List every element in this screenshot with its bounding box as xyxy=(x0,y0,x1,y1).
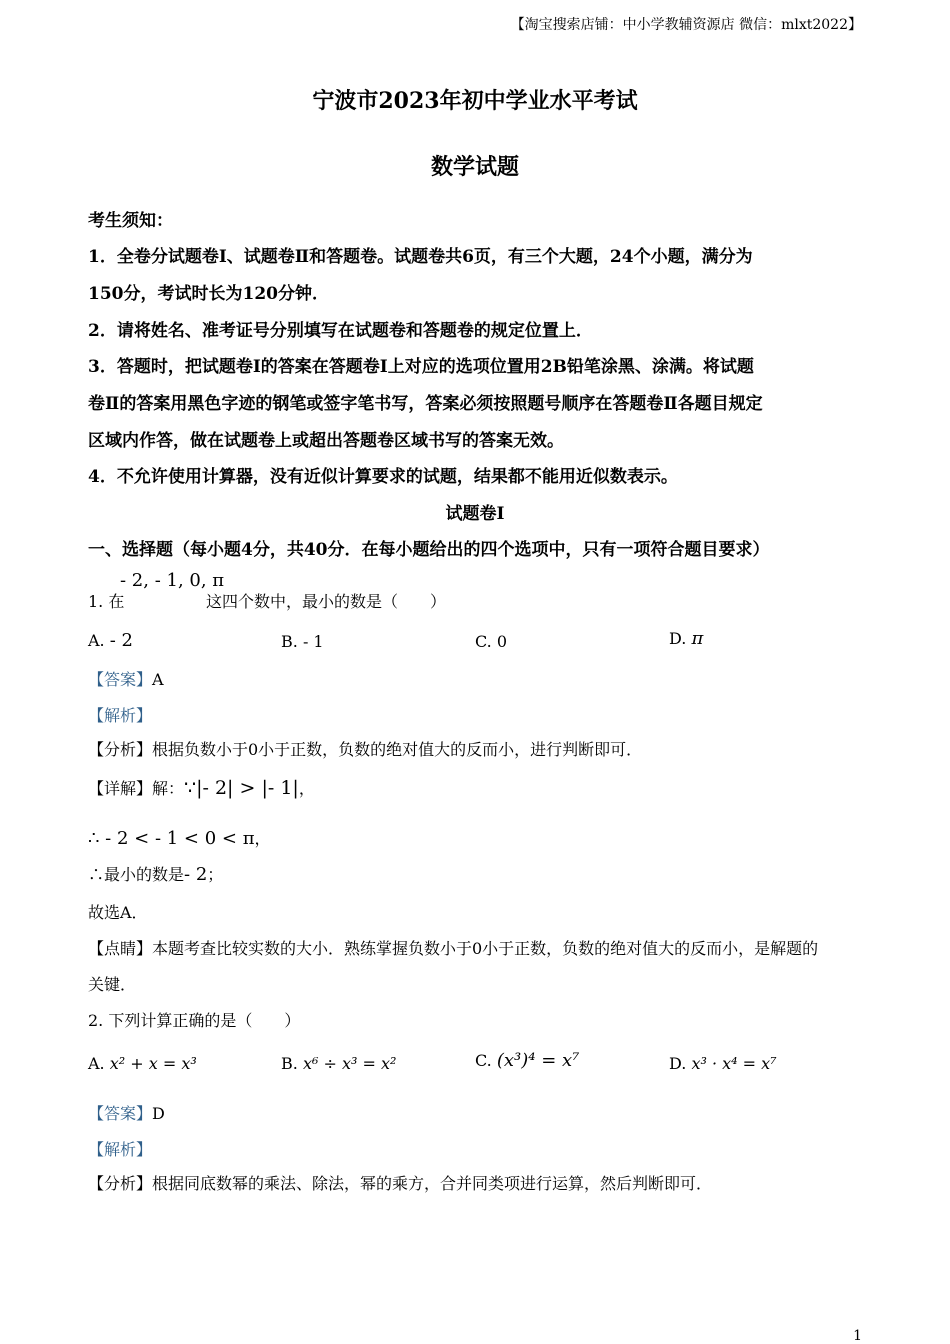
notice-line: 2．请将姓名、准考证号分别填写在试题卷和答题卷的规定位置上． xyxy=(88,321,593,341)
option-label: A. xyxy=(88,631,110,650)
q2-fenxi: 【分析】根据同底数幂的乘法、除法，幂的乘方，合并同类项进行运算，然后判断即可． xyxy=(88,1174,713,1193)
option-label: C. xyxy=(475,1051,497,1070)
q2-stem: 2. 下列计算正确的是（ ） xyxy=(88,1011,301,1030)
q1-option-d xyxy=(669,628,703,649)
q1-option-a xyxy=(88,630,133,651)
step2-math: - 2 xyxy=(184,864,208,885)
q1-dianjing: 【点睛】本题考查比较实数的大小．熟练掌握负数小于0小于正数，负数的绝对值大的反而小，是解题的 xyxy=(88,939,819,958)
q1-step2 xyxy=(88,862,223,885)
header-note: 【淘宝搜索店铺：中小学教辅资源店 微信：mlxt2022】 xyxy=(510,17,862,33)
q1-prefix: 1. 在 xyxy=(88,592,125,611)
option-label: A. xyxy=(88,1054,110,1073)
step1-end: ， xyxy=(254,829,271,848)
q1-math-set: - 2, - 1, 0, π xyxy=(120,570,225,591)
q2-analysis-tag: 【解析】 xyxy=(88,1140,153,1159)
q1-choose: 故选A． xyxy=(88,903,148,922)
answer-tag: 【答案】 xyxy=(88,670,153,689)
option-value: x⁶ ÷ x³ = x² xyxy=(302,1054,397,1073)
q2-option-d xyxy=(669,1054,777,1073)
option-value: x² + x = x³ xyxy=(109,1054,197,1073)
option-value: - 1 xyxy=(302,632,324,651)
step2-prefix: ∴最小的数是 xyxy=(88,865,185,884)
exam-subtitle: 数学试题 xyxy=(430,154,519,180)
q1-analysis-tag: 【解析】 xyxy=(88,706,153,725)
exam-title: 宁波市2023年初中学业水平考试 xyxy=(312,88,638,114)
q1-fenxi: 【分析】根据负数小于0小于正数，负数的绝对值大的反而小，进行判断即可． xyxy=(88,740,643,759)
step1-math: ∴ - 2 < - 1 < 0 < π xyxy=(88,828,255,849)
q2-option-b xyxy=(281,1054,396,1073)
answer-value: D xyxy=(152,1104,165,1123)
option-label: D. xyxy=(669,629,692,648)
q2-option-c xyxy=(475,1050,579,1071)
q1-answer xyxy=(88,667,164,690)
notice-line: 150分，考试时长为120分钟． xyxy=(88,284,329,304)
notice-line: 区域内作答，做在试题卷上或超出答题卷区域书写的答案无效。 xyxy=(88,431,564,451)
q2-answer xyxy=(88,1101,165,1124)
option-value: x³ · x⁴ = x⁷ xyxy=(691,1054,777,1073)
option-label: B. xyxy=(281,1054,303,1073)
q1-detail xyxy=(88,776,315,799)
q1-step1 xyxy=(88,826,271,849)
q1-option-c xyxy=(475,632,507,651)
q2-option-a xyxy=(88,1054,197,1073)
section-title: 试题卷Ⅰ xyxy=(445,504,505,524)
page-number: 1 xyxy=(853,1328,862,1344)
notice-line: 1．全卷分试题卷Ⅰ、试题卷Ⅱ和答题卷。试题卷共6页，有三个大题，24个小题，满分为 xyxy=(88,247,753,267)
option-label: B. xyxy=(281,632,303,651)
q1-option-b xyxy=(281,632,324,651)
option-value: - 2 xyxy=(109,630,133,651)
detail-math: ∵|- 2| > |- 1| xyxy=(184,777,299,799)
q1-dianjing-cont: 关键． xyxy=(88,975,137,994)
answer-value: A xyxy=(152,670,164,689)
step2-end: ； xyxy=(207,865,224,884)
option-label: D. xyxy=(669,1054,692,1073)
option-label: C. xyxy=(475,632,497,651)
detail-end: ， xyxy=(298,779,315,798)
q1-stem: 这四个数中，最小的数是（ ） xyxy=(206,592,447,611)
option-value: π xyxy=(691,628,704,649)
answer-tag: 【答案】 xyxy=(88,1104,153,1123)
part-one-heading: 一、选择题（每小题4分，共40分．在每小题给出的四个选项中，只有一项符合题目要求） xyxy=(88,540,770,560)
notice-line: 3．答题时，把试题卷Ⅰ的答案在答题卷Ⅰ上对应的选项位置用2B铅笔涂黑、涂满。将试题 xyxy=(88,357,754,377)
notice-line: 卷Ⅱ的答案用黑色字迹的钢笔或签字笔书写，答案必须按照题号顺序在答题卷Ⅱ各题目规定 xyxy=(88,394,763,414)
option-value: (x³)⁴ = x⁷ xyxy=(496,1050,580,1071)
option-value: 0 xyxy=(496,632,508,651)
notice-line: 4．不允许使用计算器，没有近似计算要求的试题，结果都不能用近似数表示。 xyxy=(88,467,678,487)
detail-prefix: 【详解】解： xyxy=(88,779,185,798)
notice-heading: 考生须知： xyxy=(88,211,173,231)
